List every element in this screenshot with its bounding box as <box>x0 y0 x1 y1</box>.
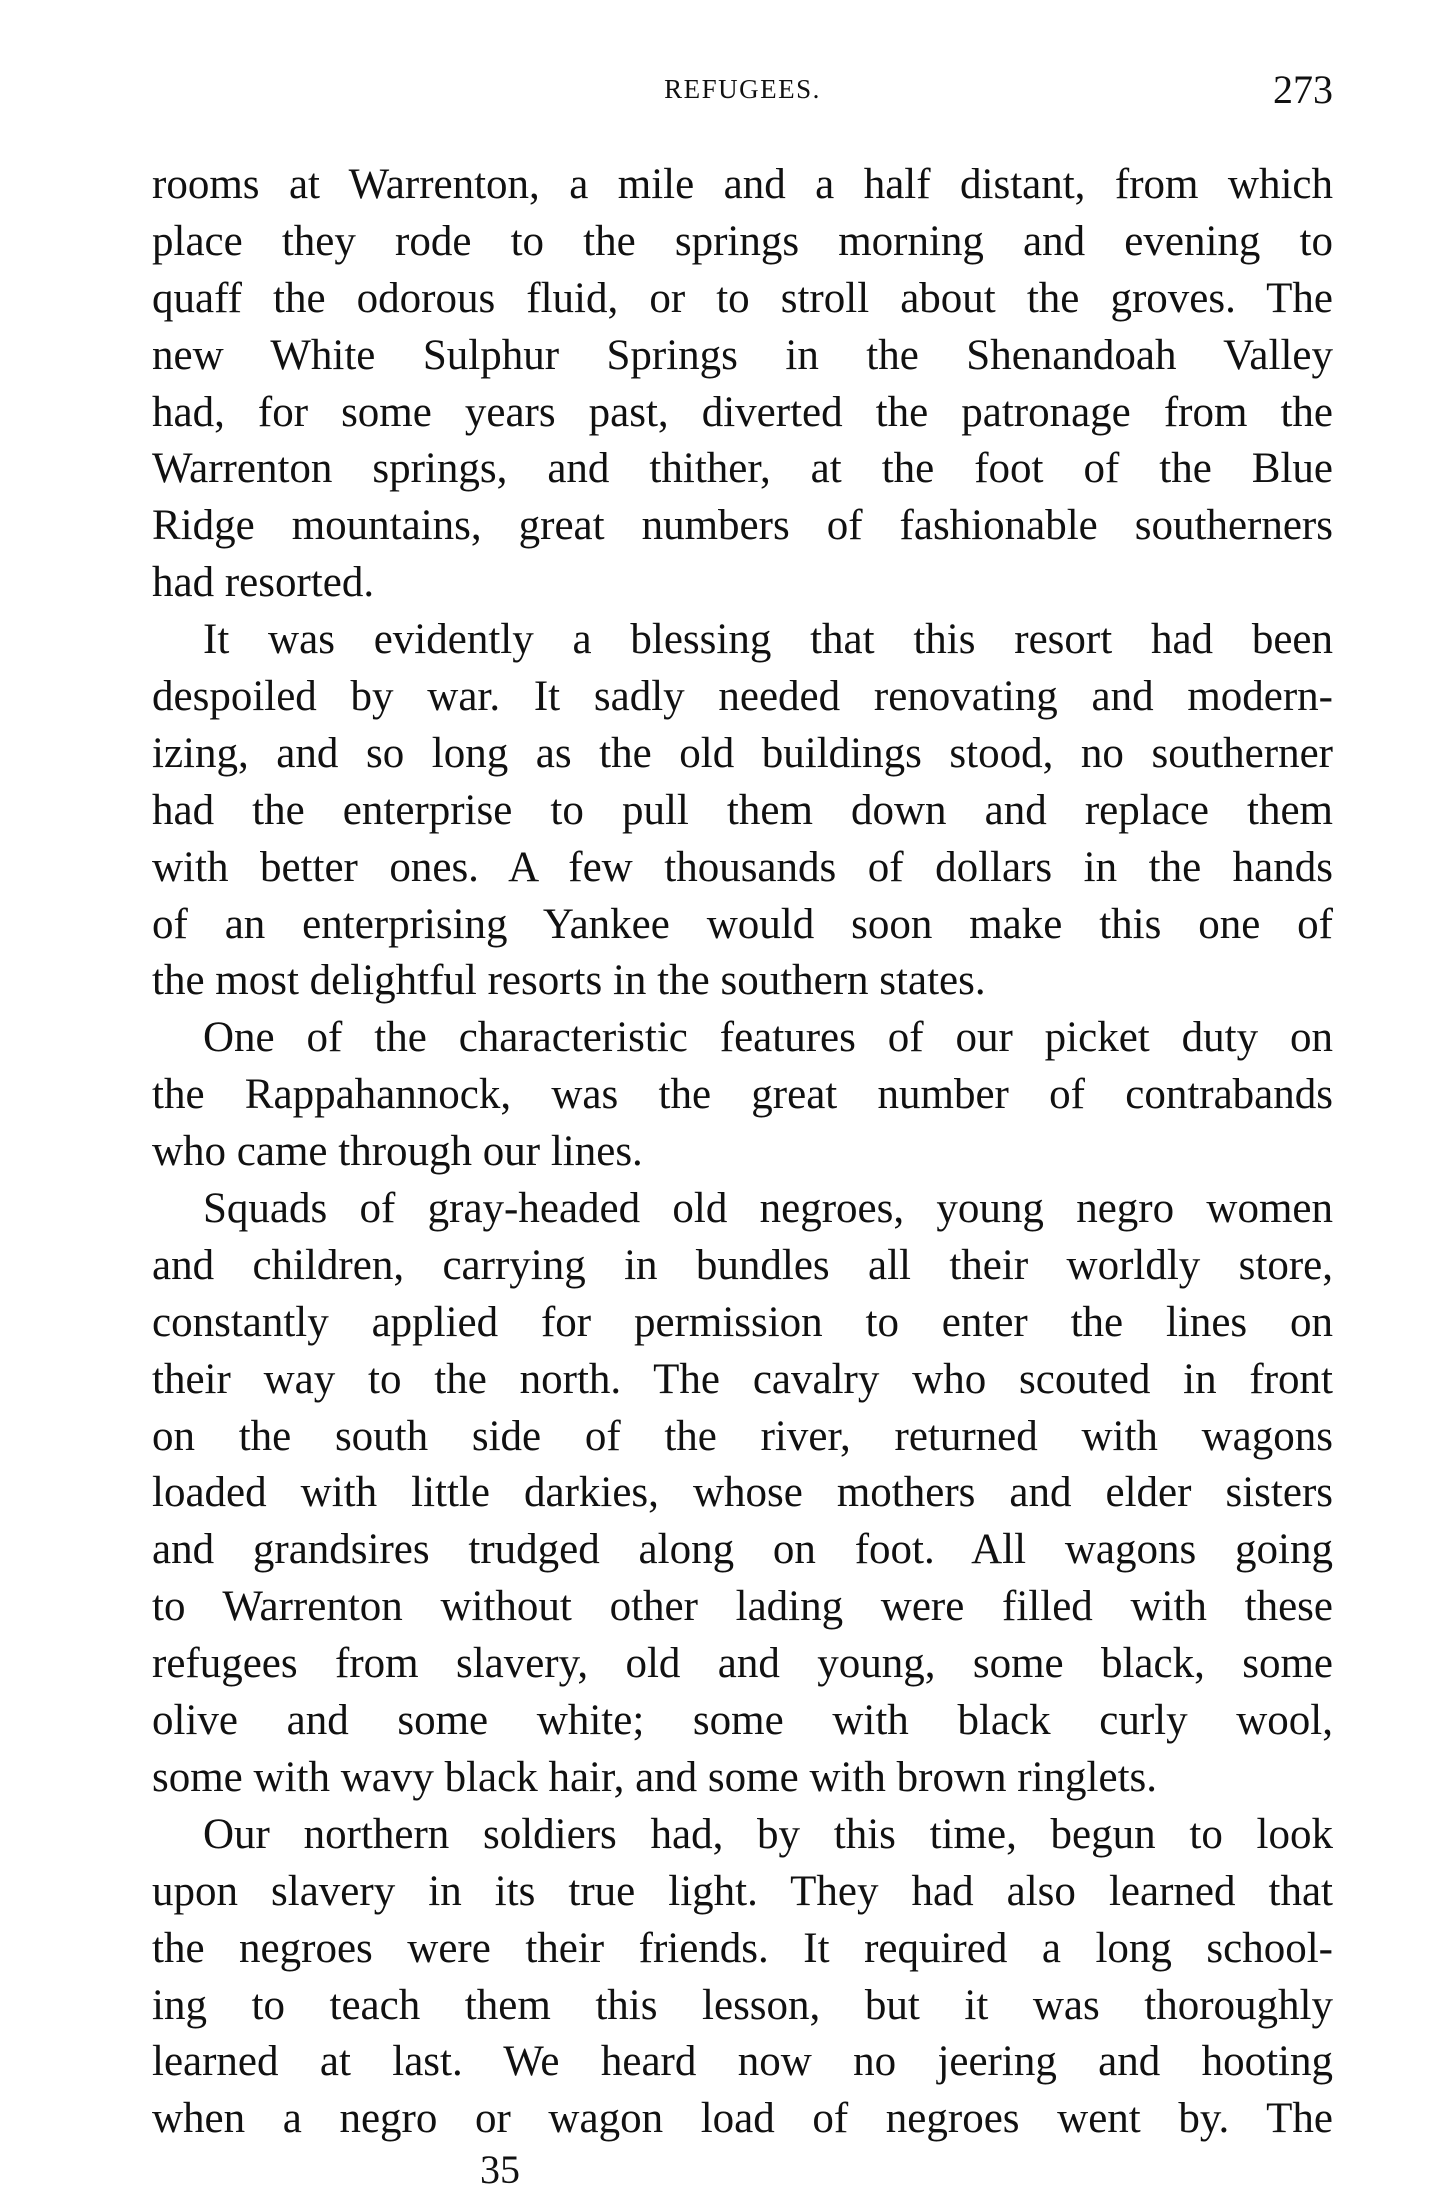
text-line: new White Sulphur Springs in the Shenandoah Valley <box>152 331 1333 379</box>
text-line: olive and some white; some with black curly wool, <box>152 1697 1333 1745</box>
paragraph <box>152 157 1333 612</box>
paragraph <box>152 1010 1333 1181</box>
text-line: who came through our lines. <box>152 1128 643 1176</box>
running-head-title: REFUGEES. <box>664 74 821 104</box>
text-line: constantly applied for permission to enter the lines on <box>152 1298 1333 1346</box>
text-line: had, for some years past, diverted the patronage from the <box>152 388 1333 436</box>
text-line: rooms at Warrenton, a mile and a half distant, from which <box>152 161 1333 208</box>
text-line: the most delightful resorts in the southern states. <box>152 957 986 1005</box>
signature-mark: 35 <box>480 2147 520 2192</box>
text-line: refugees from slavery, old and young, some black, some <box>152 1640 1333 1688</box>
text-line: with better ones. A few thousands of dollars in the hands <box>152 843 1333 891</box>
text-line: some with wavy black hair, and some with brown ringlets. <box>152 1753 1157 1801</box>
text-line: place they rode to the springs morning and evening to <box>152 217 1333 265</box>
text-line: ing to teach them this lesson, but it was thoroughly <box>152 1981 1333 2029</box>
text-line: learned at last. We heard now no jeering and hooting <box>152 2038 1333 2086</box>
text-line: izing, and so long as the old buildings stood, no southerner <box>152 729 1333 777</box>
text-line: despoiled by war. It sadly needed renovating and modern- <box>152 673 1333 721</box>
text-line: Warrenton springs, and thither, at the foot of the Blue <box>152 445 1333 493</box>
text-line: had resorted. <box>152 559 375 607</box>
text-line: Ridge mountains, great numbers of fashionable southerners <box>152 502 1333 550</box>
text-line: Our northern soldiers had, by this time, begun to look <box>203 1810 1333 1858</box>
text-line: It was evidently a blessing that this resort had been <box>203 616 1333 664</box>
text-line: to Warrenton without other lading were filled with these <box>152 1583 1333 1631</box>
paragraph <box>152 1807 1333 2148</box>
text-line: and children, carrying in bundles all their worldly store, <box>152 1241 1333 1289</box>
body-text <box>152 157 1333 2148</box>
paragraph <box>152 1181 1333 1807</box>
text-line: loaded with little darkies, whose mothers and elder sisters <box>152 1469 1333 1517</box>
text-line: the negroes were their friends. It required a long school- <box>152 1924 1333 1972</box>
page-number: 273 <box>1273 67 1333 112</box>
text-line: of an enterprising Yankee would soon make this one of <box>152 900 1333 948</box>
text-line: and grandsires trudged along on foot. All wagons going <box>152 1526 1333 1574</box>
running-head <box>152 66 1333 112</box>
paragraph <box>152 612 1333 1010</box>
text-line: the Rappahannock, was the great number of contrabands <box>152 1071 1333 1119</box>
text-line: had the enterprise to pull them down and replace them <box>152 786 1333 834</box>
text-line: upon slavery in its true light. They had also learned that <box>152 1867 1333 1915</box>
text-line: on the south side of the river, returned with wagons <box>152 1412 1333 1460</box>
text-line: their way to the north. The cavalry who scouted in front <box>152 1355 1333 1403</box>
text-line: Squads of gray-headed old negroes, young negro women <box>203 1185 1333 1233</box>
text-line: One of the characteristic features of our picket duty on <box>203 1014 1333 1062</box>
text-line: when a negro or wagon load of negroes went by. The <box>152 2095 1333 2143</box>
text-line: quaff the odorous fluid, or to stroll about the groves. The <box>152 274 1333 322</box>
